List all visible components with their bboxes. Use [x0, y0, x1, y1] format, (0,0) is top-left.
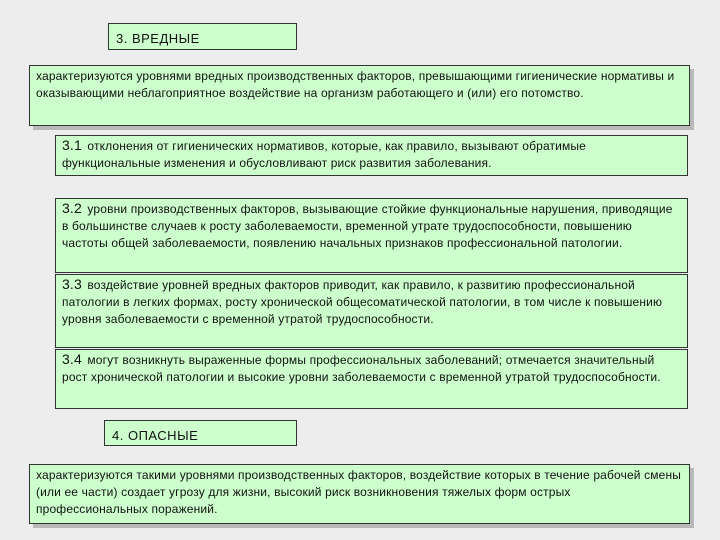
section4-description	[29, 464, 690, 524]
section3-title-text: 3. ВРЕДНЫЕ	[116, 31, 200, 46]
item-3-2-text: уровни производственных факторов, вызывающие стойкие функциональные нарушения, приводящие в большинстве случаев к росту заболеваемости, временной утрате трудоспособности, повышению частоты общей заболеваемости, появлению начальных признаков профессиональной патологии.	[62, 202, 673, 250]
item-3-4	[55, 349, 688, 409]
item-3-4-text: могут возникнуть выраженные формы профессиональных заболеваний; отмечается значительный рост хронической патологии и высокие уровни заболеваемости с временной утратой трудоспособности.	[62, 353, 661, 384]
item-3-3-text: воздействие уровней вредных факторов приводит, как правило, к развитию профессиональной патологии в легких формах, росту хронической общесоматической патологии, в том числе к повышению уровня заболеваемости с временной утратой трудоспособности.	[62, 278, 663, 326]
section4-title	[104, 420, 297, 446]
section3-description-text: характеризуются уровнями вредных производственных факторов, превышающими гигиенические нормативы и оказывающими неблагоприятное воздействие на организм работающего и (или) его потомство.	[36, 69, 675, 100]
item-3-2	[55, 198, 688, 273]
item-3-3-number: 3.3	[62, 276, 82, 292]
section4-description-text: характеризуются такими уровнями производственных факторов, воздействие которых в течение рабочей смены (или ее части) создает угрозу для жизни, высокий риск возникновения тяжелых форм острых профессиональных поражений.	[36, 468, 682, 516]
item-3-1-text: отклонения от гигиенических нормативов, которые, как правило, вызывают обратимые функциональные изменения и обусловливают риск развития заболевания.	[62, 139, 587, 170]
item-3-1-number: 3.1	[62, 137, 82, 153]
section3-title	[108, 23, 297, 50]
item-3-2-number: 3.2	[62, 200, 82, 216]
section3-description	[29, 65, 690, 126]
item-3-1	[55, 135, 688, 176]
item-3-3	[55, 274, 688, 348]
item-3-4-number: 3.4	[62, 351, 82, 367]
section4-title-text: 4. ОПАСНЫЕ	[112, 428, 199, 443]
